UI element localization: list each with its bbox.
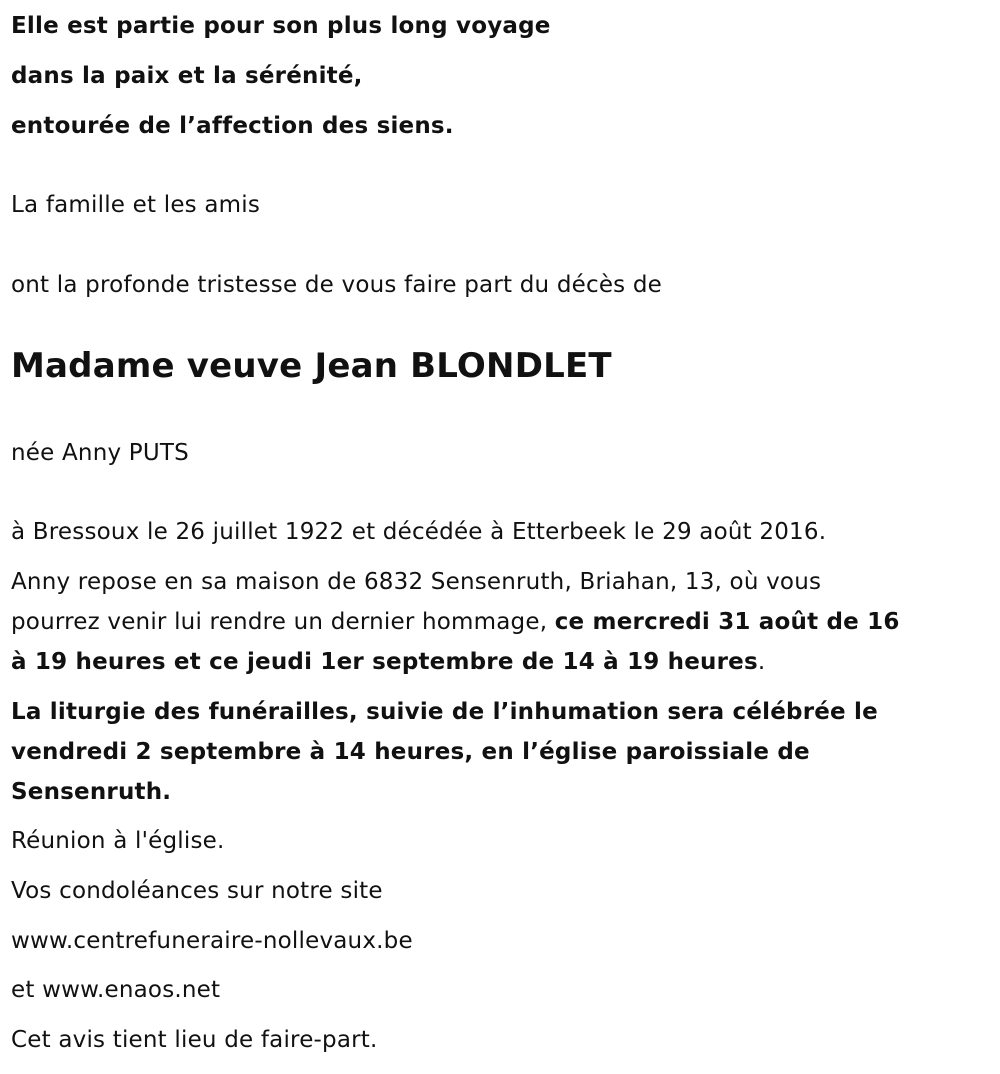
poem-line-2: dans la paix et la sérénité, (11, 63, 363, 89)
meeting-line: Réunion à l'église. (11, 828, 225, 854)
funeral-line-1: La liturgie des funérailles, suivie de l’inhumation sera célébrée le (11, 699, 878, 725)
notice-line: Cet avis tient lieu de faire-part. (11, 1027, 378, 1053)
visitation-line-3-bold: à 19 heures et ce jeudi 1er septembre de 14 à 19 heures (11, 649, 758, 675)
visitation-line-1: Anny repose en sa maison de 6832 Sensenruth, Briahan, 13, où vous (11, 569, 822, 595)
funeral-line-3: Sensenruth. (11, 779, 172, 805)
visitation-line-3 (11, 647, 765, 677)
announcement-line: ont la profonde tristesse de vous faire part du décès de (11, 272, 663, 298)
poem-line-3: entourée de l’affection des siens. (11, 113, 454, 139)
deceased-name: Madame veuve Jean BLONDLET (11, 346, 612, 386)
visitation-line-2-bold: ce mercredi 31 août de 16 (554, 609, 900, 635)
website-link-1: www.centrefuneraire-nollevaux.be (11, 928, 413, 954)
birth-death-line: à Bressoux le 26 juillet 1922 et décédée à Etterbeek le 29 août 2016. (11, 519, 827, 545)
condolences-line: Vos condoléances sur notre site (11, 878, 383, 904)
visitation-line-3-end: . (757, 649, 766, 675)
funeral-line-2: vendredi 2 septembre à 14 heures, en l’église paroissiale de (11, 739, 810, 765)
poem-line-1: Elle est partie pour son plus long voyage (11, 13, 551, 39)
website-link-2: et www.enaos.net (11, 977, 221, 1003)
visitation-line-2-normal: pourrez venir lui rendre un dernier hommage, (11, 609, 555, 635)
visitation-line-2 (11, 607, 900, 637)
family-line: La famille et les amis (11, 192, 261, 218)
maiden-name: née Anny PUTS (11, 440, 189, 466)
